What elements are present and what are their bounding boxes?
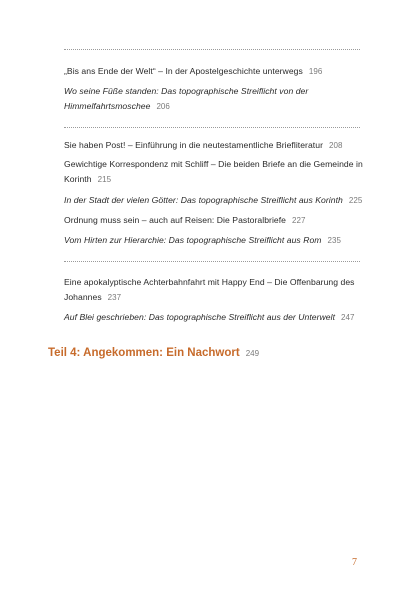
divider	[64, 127, 360, 128]
page-number: 7	[352, 557, 357, 568]
toc-entry	[64, 64, 364, 79]
toc-entry-title: Wo seine Füße standen: Das topographische Streiflicht von der Himmelfahrtsmoschee	[64, 86, 309, 111]
toc-entry	[64, 157, 364, 187]
toc-entry	[64, 213, 364, 228]
section-heading-page: 249	[245, 349, 260, 358]
toc-entry	[64, 310, 364, 325]
toc-entry-title: Gewichtige Korrespondenz mit Schliff – Die beiden Briefe an die Gemeinde in Korinth	[64, 159, 363, 184]
toc-entry-title: Sie haben Post! – Einführung in die neutestamentliche Briefliteratur	[64, 140, 323, 150]
divider	[64, 261, 360, 262]
section-heading-title: Teil 4: Angekommen: Ein Nachwort	[48, 347, 240, 359]
toc-entry-page: 215	[97, 175, 112, 184]
section-heading	[48, 347, 259, 359]
toc-entry-title: In der Stadt der vielen Götter: Das topographische Streiflicht aus Korinth	[64, 195, 343, 205]
toc-entry-page: 208	[328, 141, 343, 150]
toc-entry-page: 227	[292, 216, 306, 225]
toc-entry-page: 225	[348, 196, 363, 205]
toc-entry-title: Eine apokalyptische Achterbahnfahrt mit Happy End – Die Offenbarung des Johannes	[64, 277, 355, 302]
toc-entry-page: 247	[341, 313, 355, 322]
toc-entry	[64, 233, 364, 248]
toc-entry	[64, 193, 364, 208]
toc-entry-page: 237	[107, 293, 122, 302]
toc-entry	[64, 275, 364, 305]
divider	[64, 49, 360, 50]
toc-entry-page: 206	[156, 102, 170, 111]
toc-entry-title: „Bis ans Ende der Welt“ – In der Apostelgeschichte unterwegs	[64, 66, 303, 76]
toc-entry-title: Vom Hirten zur Hierarchie: Das topographische Streiflicht aus Rom	[64, 235, 322, 245]
toc-entry-page: 235	[327, 236, 342, 245]
toc-entry-page: 196	[308, 67, 323, 76]
toc-entry-title: Auf Blei geschrieben: Das topographische Streiflicht aus der Unterwelt	[64, 312, 336, 322]
toc-entry-title: Ordnung muss sein – auch auf Reisen: Die Pastoralbriefe	[64, 215, 287, 225]
toc-entry	[64, 138, 364, 153]
toc-entry	[64, 84, 354, 114]
